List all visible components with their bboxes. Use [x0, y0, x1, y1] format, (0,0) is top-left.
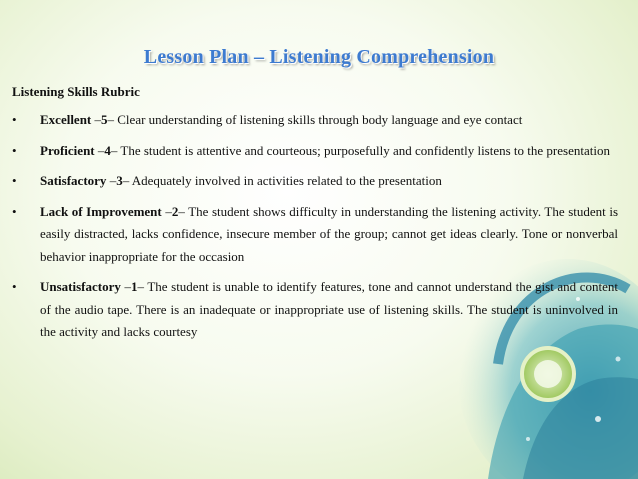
rubric-score: 3: [116, 173, 123, 188]
rubric-score: 4: [104, 142, 111, 158]
rubric-item-unsatisfactory: [12, 276, 618, 344]
bullet-icon: •: [12, 279, 17, 294]
rubric-score: 1: [130, 279, 138, 294]
rubric-item-lack-of-improvement: [12, 201, 618, 269]
rubric-item-proficient: [12, 140, 618, 163]
rubric-item-excellent: [12, 109, 618, 132]
rubric-separator: –: [110, 142, 121, 158]
rubric-term: Excellent: [40, 112, 92, 127]
bullet-icon: •: [12, 173, 17, 188]
bullet-icon: •: [12, 142, 17, 158]
rubric-separator: –: [106, 173, 117, 188]
rubric-term: Lack of Improvement: [40, 203, 162, 219]
bullet-icon: •: [12, 112, 17, 127]
rubric-score: 5: [101, 112, 108, 127]
rubric-separator: –: [161, 203, 172, 219]
rubric-description: The student is unable to identify features, tone and cannot understand the gist and content of the audio tape. There is an inadequate or inappropriate use of listening skills. The student is uninvolved in the activity and lacks courtesy: [40, 279, 619, 339]
rubric-description: Adequately involved in activities related to the presentation: [131, 173, 442, 188]
rubric-score: 2: [171, 203, 179, 219]
rubric-separator: –: [107, 112, 118, 127]
rubric-separator: –: [120, 279, 131, 294]
rubric-item-satisfactory: [12, 170, 618, 193]
rubric-description: The student shows difficulty in understanding the listening activity. The student is easily distracted, lacks confidence, insecure member of the group; cannot get ideas clearly. Tone or nonverbal behavior inappropriate for the occasion: [40, 203, 619, 264]
bullet-icon: •: [12, 203, 17, 219]
rubric-list: [12, 109, 618, 352]
slide-title: Lesson Plan – Listening Comprehension: [143, 46, 495, 68]
rubric-separator: –: [178, 203, 189, 219]
rubric-heading: Listening Skills Rubric: [12, 84, 140, 99]
rubric-separator: –: [122, 173, 132, 188]
rubric-term: Proficient: [40, 142, 95, 158]
rubric-description: Clear understanding of listening skills through body language and eye contact: [117, 112, 523, 127]
rubric-separator: –: [137, 279, 148, 294]
rubric-description: The student is attentive and courteous; purposefully and confidently listens to the presentation: [120, 142, 610, 158]
rubric-separator: –: [94, 142, 105, 158]
rubric-separator: –: [91, 112, 102, 127]
rubric-term: Unsatisfactory: [40, 279, 121, 294]
rubric-term: Satisfactory: [40, 173, 107, 188]
